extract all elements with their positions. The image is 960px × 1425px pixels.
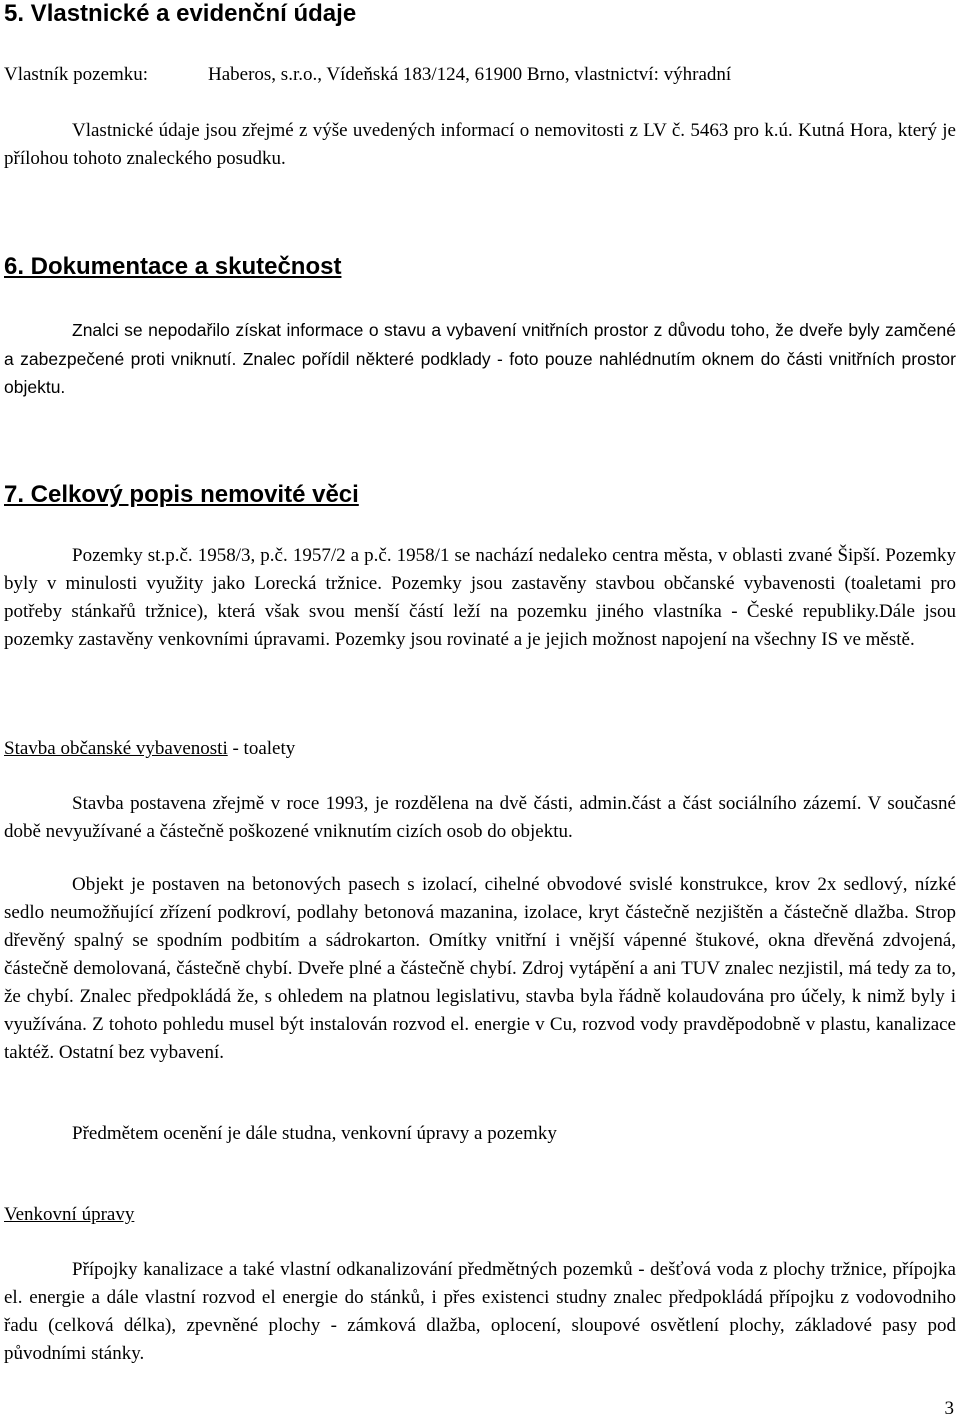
section-6: [4, 253, 956, 281]
owner-line: [4, 61, 956, 89]
section-5-paragraph-block: [4, 117, 956, 173]
section-6-paragraph-block: [4, 316, 956, 402]
section-5: [4, 0, 956, 28]
venkovni-paragraph-block: [4, 1256, 956, 1368]
section-7-paragraph-block: [4, 542, 956, 654]
stavba-paragraph-1-block: [4, 790, 956, 846]
section-7-title: 7. Celkový popis nemovité věci: [4, 481, 359, 508]
stavba-paragraph-2: Objekt je postaven na betonových pasech s izolací, cihelné obvodové svislé konstrukce, krov 2x sedlový, nízké sedlo neumožňující zřízení podkroví, podlahy betonová mazanina, izolace, kryt částečně nezjištěn a částečně dlažba. Strop dřevěný spalný se spodním podbitím a sádrokarton. Omítky vnitřní i vnější vápenné štukové, okna dřevěná zdvojená, částečně demolovaná, částečně chybí. Dveře plné a částečně chybí. Zdroj vytápění a ani TUV znalec nezjistil, má tedy za to, že chybí. Znalec předpokládá že, s ohledem na platnou legislativu, stavba byla řádně kolaudována pro účely, k nimž byly i využívána. Z tohoto pohledu musel být instalován rozvod el. energie v Cu, rozvod vody pravděpodobně v plastu, kanalizace taktéž. Ostatní bez vybavení.: [4, 874, 956, 1063]
stavba-paragraph-1: Stavba postavena zřejmě v roce 1993, je rozdělena na dvě části, admin.část a část sociálního zázemí. V současné době nevyužívané a částečně poškozené vniknutím cizích osob do objektu.: [4, 793, 956, 842]
section-7: [4, 481, 956, 509]
stavba-paragraph-3: Předmětem ocenění je dále studna, venkovní úpravy a pozemky: [72, 1123, 557, 1144]
page-number: 3: [944, 1398, 954, 1419]
stavba-heading-rest: - toalety: [227, 738, 296, 759]
venkovni-paragraph: Přípojky kanalizace a také vlastní odkanalizování předmětných pozemků - dešťová voda z plochy tržnice, přípojka el. energie a dále vlastní rozvod el energie do stánků, i přes existenci studny znalec předpokládá přípojku z vodovodniho řadu (celková délka), zpevněné plochy - zámková dlažba, oplocení, sloupové osvětlení plochy, základové pasy pod původními stánky.: [4, 1259, 956, 1364]
owner-value: Haberos, s.r.o., Vídeňská 183/124, 61900 Brno, vlastnictví: výhradní: [208, 64, 732, 85]
owner-label: Vlastník pozemku:: [4, 64, 149, 85]
stavba-paragraph-2-block: [4, 871, 956, 1067]
section-7-paragraph: Pozemky st.p.č. 1958/3, p.č. 1957/2 a p.č. 1958/1 se nachází nedaleko centra města, v oblasti zvané Šipší. Pozemky byly v minulosti využity jako Lorecká tržnice. Pozemky jsou zastavěny stavbou občanské vybavenosti (toaletami pro potřeby stánkařů tržnice), která však svou menší částí leží na pozemku jiného vlastníka - České republiky.Dále jsou pozemky zastavěny venkovními úpravami. Pozemky jsou rovinaté a je jejich možnost napojení na všechny IS ve městě.: [4, 545, 956, 650]
section-6-title: 6. Dokumentace a skutečnost: [4, 253, 342, 280]
section-6-paragraph: Znalci se nepodařilo získat informace o stavu a vybavení vnitřních prostor z důvodu toho, že dveře byly zamčené a zabezpečené proti vniknutí. Znalec pořídil některé podklady - foto pouze nahlédnutím oknem do části vnitřních prostor objektu.: [4, 320, 956, 397]
stavba-heading: [4, 735, 956, 763]
stavba-paragraph-3-block: [4, 1120, 956, 1148]
venkovni-heading: Venkovní úpravy: [4, 1204, 135, 1225]
venkovni-heading-block: [4, 1201, 956, 1229]
section-5-title: 5. Vlastnické a evidenční údaje: [4, 0, 357, 27]
stavba-heading-underlined: Stavba občanské vybavenosti: [4, 738, 228, 759]
section-5-paragraph: Vlastnické údaje jsou zřejmé z výše uvedených informací o nemovitosti z LV č. 5463 pro k.ú. Kutná Hora, který je přílohou tohoto znaleckého posudku.: [4, 120, 956, 169]
